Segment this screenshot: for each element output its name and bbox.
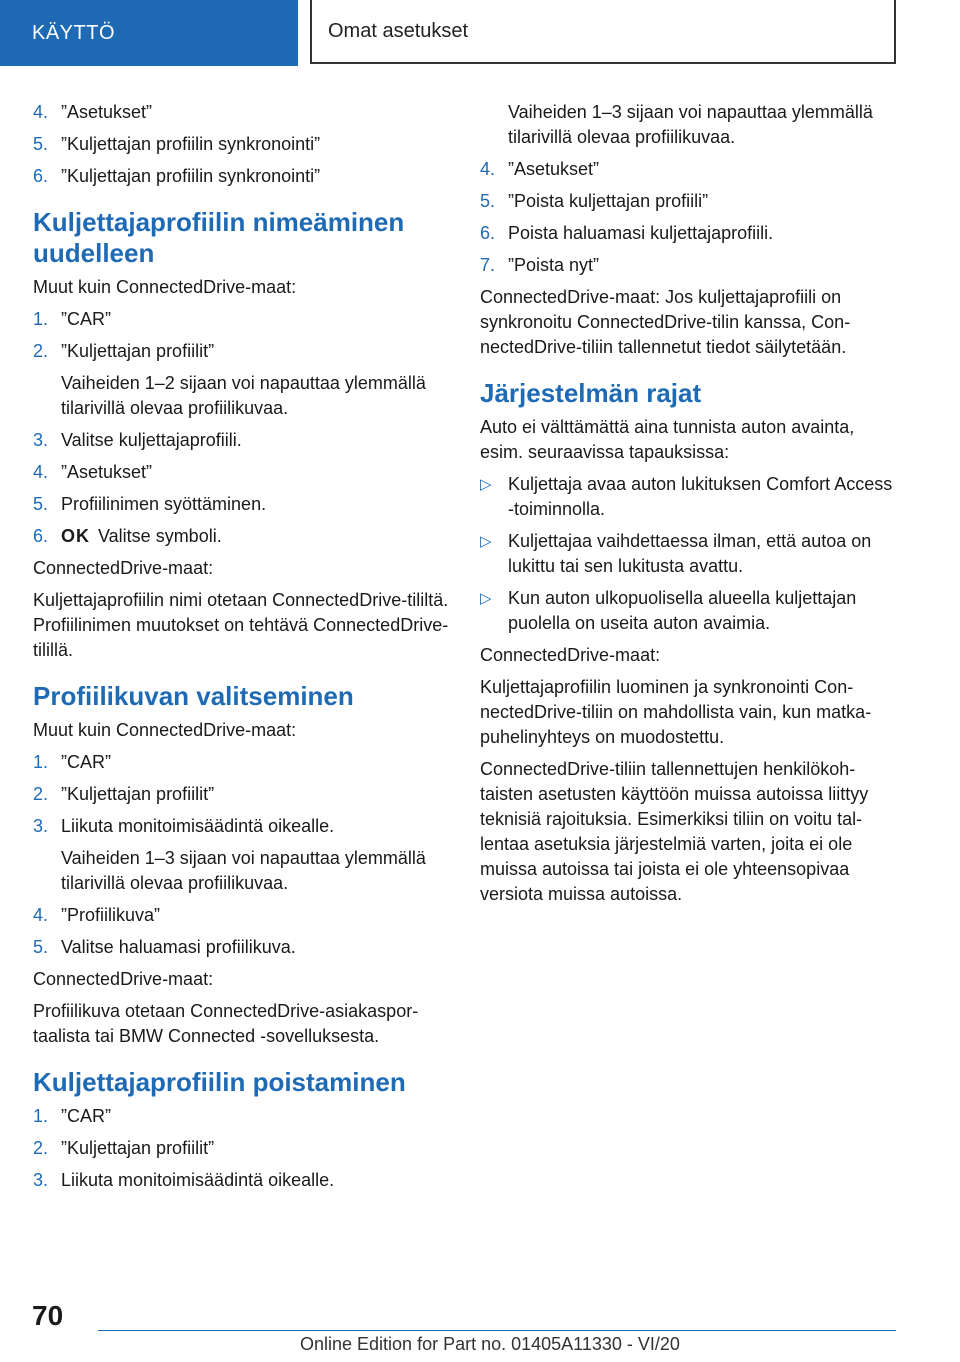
step-text: ”CAR” — [61, 752, 111, 772]
list-item — [33, 750, 451, 775]
step-number: 2. — [33, 784, 49, 804]
step-text: ”Asetukset” — [61, 462, 153, 482]
picture-heading: Profiilikuvan valitseminen — [33, 681, 354, 711]
list-item — [480, 253, 900, 278]
step-number: 1. — [33, 752, 49, 772]
step-text: ”Kuljettajan profiilit” — [61, 341, 215, 361]
bullet-text: Kuljettajaa vaihdettaessa ilman, että autoa on lukittu tai sen lukitusta avattu. — [508, 531, 872, 576]
step-number: 7. — [480, 255, 496, 275]
list-item — [33, 903, 451, 928]
connecteddrive-label: ConnectedDrive-maat: — [33, 969, 214, 989]
rename-intro: Muut kuin ConnectedDrive-maat: — [33, 277, 297, 297]
step-text: Poista haluamasi kuljettajaprofiili. — [508, 223, 774, 243]
list-item — [33, 339, 451, 364]
list-item — [480, 586, 900, 636]
step-note: Vaiheiden 1–3 sijaan voi napauttaa ylemmällä tilarivillä olevaa profiilikuvaa. — [508, 102, 873, 147]
step-number: 6. — [480, 223, 496, 243]
connecteddrive-text: Profiilikuva otetaan ConnectedDrive-asiakasportaalista tai BMW Connected -sovelluksesta. — [33, 1001, 419, 1046]
step-note: Vaiheiden 1–3 sijaan voi napauttaa ylemmällä tilarivillä olevaa profiilikuvaa. — [61, 848, 426, 893]
connecteddrive-text: Kuljettajaprofiilin nimi otetaan ConnectedDrive-tililtä. Profiilinimen muutokset on tehtävä ConnectedDrive-tilillä. — [33, 590, 449, 660]
step-text: Valitse haluamasi profiilikuva. — [61, 937, 296, 957]
step-number: 6. — [33, 166, 49, 186]
list-item — [33, 492, 451, 517]
list-item — [33, 307, 451, 332]
step-number: 1. — [33, 309, 49, 329]
rename-heading: Kuljettajaprofiilin nimeäminen uudelleen — [33, 207, 405, 268]
bullet-text: Kuljettaja avaa auton lukituksen Comfort Access -toiminnolla. — [508, 474, 893, 519]
list-item — [33, 935, 451, 960]
chapter-title: Omat asetukset — [328, 19, 469, 42]
connecteddrive-label: ConnectedDrive-maat: — [480, 645, 661, 665]
step-number: 1. — [33, 1106, 49, 1126]
step-number: 3. — [33, 430, 49, 450]
step-text: Valitse kuljettajaprofiili. — [61, 430, 242, 450]
right-column — [480, 100, 900, 914]
list-item — [33, 164, 451, 189]
list-item — [480, 189, 900, 214]
connecteddrive-label: ConnectedDrive-maat: — [33, 558, 214, 578]
section-tab — [0, 0, 298, 66]
step-text: ”Profiilikuva” — [61, 905, 161, 925]
list-item — [33, 100, 451, 125]
picture-intro: Muut kuin ConnectedDrive-maat: — [33, 720, 297, 740]
list-item — [33, 428, 451, 453]
step-text: ”CAR” — [61, 1106, 111, 1126]
list-item — [33, 460, 451, 485]
ok-icon: OK — [61, 526, 90, 546]
limits-intro: Auto ei välttämättä aina tunnista auton avainta, esim. seuraavissa tapauksissa: — [480, 417, 855, 462]
step-text: Liikuta monitoimisäädintä oikealle. — [61, 816, 335, 836]
step-note: Vaiheiden 1–2 sijaan voi napauttaa ylemmällä tilarivillä olevaa profiilikuvaa. — [61, 373, 426, 418]
limits-heading: Järjestelmän rajat — [480, 378, 702, 408]
step-text: ”Poista nyt” — [508, 255, 600, 275]
step-text: Valitse symboli. — [98, 526, 222, 546]
connecteddrive-text: ConnectedDrive-maat: Jos kuljettajaprofiili on synkronoitu ConnectedDrive-tilin kanssa, ConnectedDrive-tiliin tallennetut tiedot säilytetään. — [480, 287, 851, 357]
step-text: ”CAR” — [61, 309, 111, 329]
step-number: 4. — [33, 462, 49, 482]
list-item — [33, 814, 451, 839]
step-number: 3. — [33, 816, 49, 836]
step-number: 2. — [33, 1138, 49, 1158]
footer-divider — [98, 1330, 896, 1331]
list-item — [33, 1168, 451, 1193]
list-item — [33, 1136, 451, 1161]
list-item — [33, 782, 451, 807]
triangle-bullet-icon: ▷ — [480, 476, 492, 493]
step-text: ”Poista kuljettajan profiili” — [508, 191, 709, 211]
list-item — [480, 472, 900, 522]
footer-edition: Online Edition for Part no. 01405A11330 - VI/20 — [300, 1334, 680, 1354]
list-item — [480, 157, 900, 182]
step-text: ”Kuljettajan profiilin synkronointi” — [61, 166, 321, 186]
step-number: 5. — [480, 191, 496, 211]
step-text: ”Kuljettajan profiilit” — [61, 1138, 215, 1158]
connecteddrive-text: Kuljettajaprofiilin luominen ja synkronointi ConnectedDrive-tiliin on mahdollista vain, kun matkapuhelinyhteys on muodostettu. — [480, 677, 872, 747]
chapter-header — [310, 0, 896, 64]
list-item — [33, 132, 451, 157]
list-item — [33, 524, 451, 549]
step-number: 4. — [33, 102, 49, 122]
step-text: ”Asetukset” — [61, 102, 153, 122]
step-number: 5. — [33, 937, 49, 957]
triangle-bullet-icon: ▷ — [480, 533, 492, 550]
list-item — [33, 1104, 451, 1129]
section-title: KÄYTTÖ — [32, 21, 116, 44]
delete-heading: Kuljettajaprofiilin poistaminen — [33, 1067, 406, 1097]
step-text: ”Kuljettajan profiilin synkronointi” — [61, 134, 321, 154]
connecteddrive-text: ConnectedDrive-tiliin tallennettujen henkilökohtaisten asetusten käyttöön muissa autoissa liittyy teknisiä rajoituksia. Esimerkiksi tiliin on voitu tallentaa asetuksia järjestelmiä varten, joita ei ole muissa autoissa tai joista ei ole yhteensopivaa versiota muissa autoissa. — [480, 759, 869, 904]
list-item — [480, 529, 900, 579]
step-number: 3. — [33, 1170, 49, 1190]
step-number: 5. — [33, 134, 49, 154]
step-text: Liikuta monitoimisäädintä oikealle. — [61, 1170, 335, 1190]
step-number: 4. — [33, 905, 49, 925]
step-text: Profiilinimen syöttäminen. — [61, 494, 267, 514]
step-text: ”Asetukset” — [508, 159, 600, 179]
step-number: 2. — [33, 341, 49, 361]
step-number: 6. — [33, 526, 49, 546]
triangle-bullet-icon: ▷ — [480, 590, 492, 607]
step-number: 4. — [480, 159, 496, 179]
step-text: ”Kuljettajan profiilit” — [61, 784, 215, 804]
step-number: 5. — [33, 494, 49, 514]
bullet-text: Kun auton ulkopuolisella alueella kuljettajan puolella on useita auton avaimia. — [508, 588, 857, 633]
left-column — [33, 100, 451, 1200]
list-item — [480, 221, 900, 246]
page-number: 70 — [32, 1300, 64, 1331]
